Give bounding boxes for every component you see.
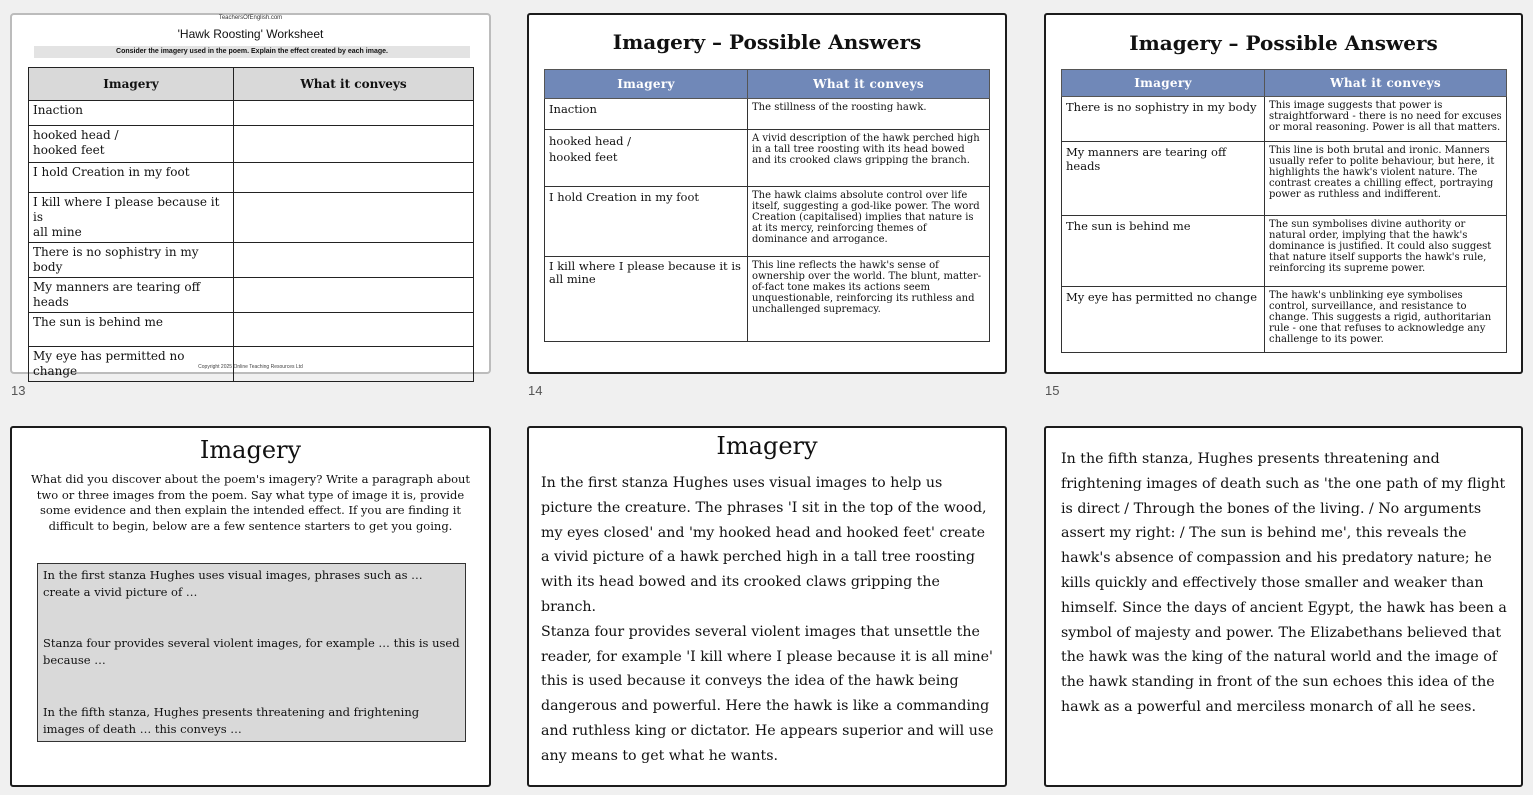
table-row: I kill where I please because it is all mine This line reflects the hawk's sense of ownership over the world. The blunt, matter-of-fact tone makes its actions seem unquestionable, reinforcing its ruthless and unchallenged supremacy.: [545, 257, 990, 342]
slide-thumbnail-15[interactable]: [1044, 13, 1523, 374]
slide-prompt: What did you discover about the poem's imagery? Write a paragraph about two or three images from the poem. Say what type of image it is, provide some evidence and then explain the intended effect. If you are finding it difficult to begin, below are a few sentence starters to get you going.: [30, 472, 471, 533]
slide-number-14: 14: [528, 383, 543, 398]
worksheet-footer: Copyright 2025 Online Teaching Resources Ltd: [198, 364, 303, 370]
column-header-imagery: Imagery: [29, 68, 234, 101]
slide-body: [541, 471, 997, 769]
table-row: My eye has permitted no change: [29, 347, 474, 382]
slide-thumbnail-13[interactable]: [10, 13, 491, 378]
slide-thumbnail-18[interactable]: [1044, 426, 1523, 787]
sentence-starters-box: [37, 563, 466, 742]
slide-number-13: 13: [11, 383, 26, 398]
column-header-conveys: What it conveys: [234, 68, 474, 101]
table-row: I kill where I please because it is all mine: [29, 193, 474, 243]
column-header-conveys: What it conveys: [748, 70, 990, 99]
paragraph: In the first stanza Hughes uses visual images to help us picture the creature. The phrases 'I sit in the top of the wood, my eyes closed' and 'my hooked head and hooked feet' create a vivid picture of a hawk perched high in a tall tree roosting with its head bowed and its crooked claws gripping the branch.: [541, 475, 987, 615]
answers-table: [544, 69, 990, 342]
table-row: There is no sophistry in my body This image suggests that power is straightforward - there is no need for excuses or moral reasoning. Power is all that matters.: [1062, 97, 1507, 142]
table-row: hooked head / hooked feet A vivid description of the hawk perched high in a tall tree roosting with its head bowed and its crooked claws gripping the branch.: [545, 130, 990, 187]
table-row: There is no sophistry in my body: [29, 243, 474, 278]
slide-thumbnail-16[interactable]: [10, 426, 491, 787]
table-row: I hold Creation in my foot: [29, 163, 474, 193]
sentence-starter: In the fifth stanza, Hughes presents threatening and frightening images of death … this conveys …: [43, 705, 420, 736]
worksheet-instruction: Consider the imagery used in the poem. Explain the effect created by each image.: [34, 46, 470, 58]
table-row: I hold Creation in my foot The hawk claims absolute control over life itself, suggesting a god-like power. The word Creation (capitalised) implies that nature is at its mercy, reinforcing themes of dominance and arrogance.: [545, 187, 990, 257]
worksheet-table: [28, 67, 474, 382]
paragraph: In the fifth stanza, Hughes presents threatening and frightening images of death such as 'the one path of my flight is direct / Through the bones of the living. / No arguments assert my right: / The sun is behind me', this reveals the hawk's absence of compassion and his predatory nature; he kills quickly and effectively those smaller and weaker than himself. Since the days of ancient Egypt, the hawk has been a symbol of majesty and power. The Elizabethans believed that the hawk was the king of the natural world and the image of the hawk standing in front of the sun echoes this idea of the hawk as a powerful and merciless monarch of all he sees.: [1061, 451, 1507, 715]
table-row: The sun is behind me: [29, 313, 474, 347]
paragraph: Stanza four provides several violent images that unsettle the reader, for example 'I kill where I please because it is all mine' this is used because it conveys the idea of the hawk being dangerous and powerful. Here the hawk is like a commanding and ruthless king or dictator. He appears superior and will use any means to get what he wants.: [541, 623, 994, 764]
slide-number-15: 15: [1045, 383, 1060, 398]
slide-title: Imagery – Possible Answers: [612, 30, 922, 54]
table-row: My manners are tearing off heads: [29, 278, 474, 313]
slide-thumbnail-17[interactable]: [527, 426, 1007, 787]
sentence-starter: Stanza four provides several violent images, for example … this is used because …: [43, 636, 460, 667]
column-header-imagery: Imagery: [545, 70, 748, 99]
slide-title: Imagery: [199, 436, 302, 464]
slide-title: Imagery – Possible Answers: [1129, 31, 1438, 55]
column-header-imagery: Imagery: [1062, 70, 1265, 97]
worksheet-brand: TeachersOfEnglish.com: [218, 15, 283, 21]
table-row: hooked head / hooked feet: [29, 126, 474, 163]
table-row: Inaction The stillness of the roosting hawk.: [545, 99, 990, 130]
sentence-starter: In the first stanza Hughes uses visual images, phrases such as … create a vivid picture of …: [43, 568, 423, 599]
table-row: My eye has permitted no change The hawk's unblinking eye symbolises control, surveillance, and resistance to change. This suggests a rigid, authoritarian rule - one that refuses to acknowledge any challenge to its power.: [1062, 287, 1507, 353]
column-header-conveys: What it conveys: [1265, 70, 1507, 97]
slide-title: Imagery: [716, 432, 818, 460]
table-row: The sun is behind me The sun symbolises divine authority or natural order, implying that the hawk's dominance is justified. It could also suggest that nature itself supports the hawk's rule, reinforcing its supreme power.: [1062, 216, 1507, 287]
table-row: My manners are tearing off heads This line is both brutal and ironic. Manners usually refer to polite behaviour, but here, it highlights the hawk's violent nature. The contrast creates a chilling effect, portraying power as ruthless and indifferent.: [1062, 142, 1507, 216]
table-row: Inaction: [29, 101, 474, 126]
worksheet-title: 'Hawk Roosting' Worksheet: [177, 27, 324, 41]
slide-thumbnail-14[interactable]: [527, 13, 1007, 374]
answers-table: [1061, 69, 1507, 353]
